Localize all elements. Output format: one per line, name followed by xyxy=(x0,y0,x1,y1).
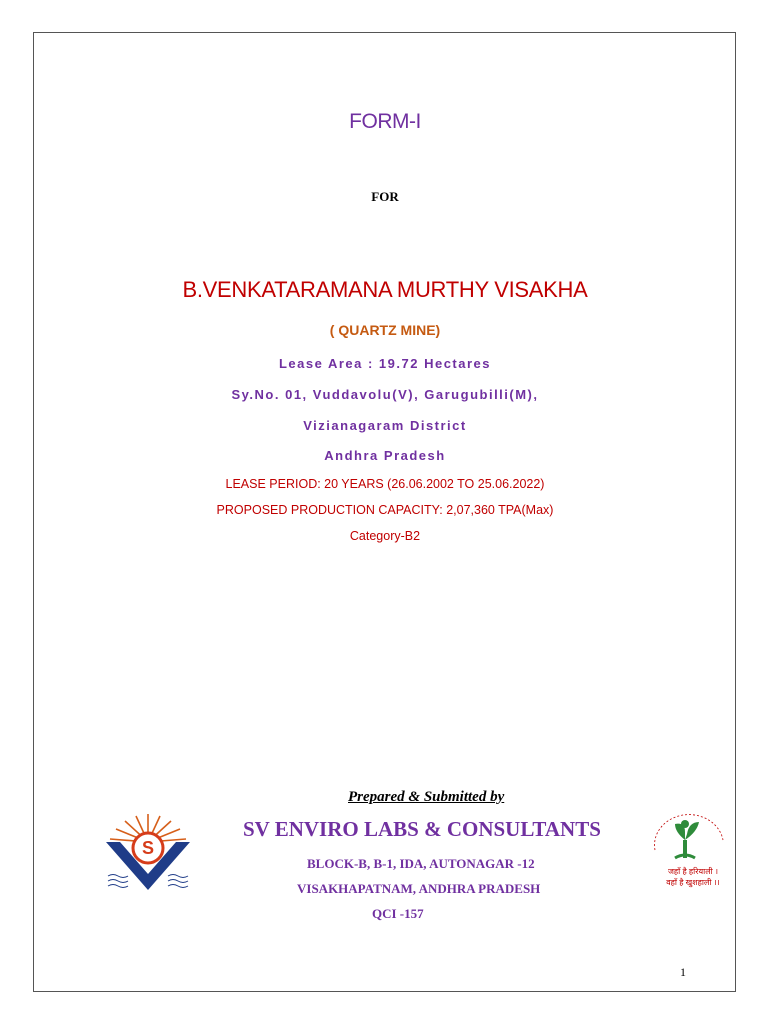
logo-tagline-1: जहाँ है हरियाली । xyxy=(667,867,718,876)
district: Vizianagaram District xyxy=(303,418,467,433)
project-title: B.VENKATARAMANA MURTHY VISAKHA xyxy=(182,277,588,302)
lease-period: LEASE PERIOD: 20 YEARS (26.06.2002 TO 25.06.2022) xyxy=(225,477,545,491)
production-capacity: PROPOSED PRODUCTION CAPACITY: 2,07,360 TPA(Max) xyxy=(216,503,554,517)
logo-tagline-2: वहाँ है खुशहाली ।। xyxy=(666,878,720,887)
mine-type: ( QUARTZ MINE) xyxy=(329,322,441,338)
category: Category-B2 xyxy=(349,529,421,543)
state: Andhra Pradesh xyxy=(324,448,446,463)
survey-number: Sy.No. 01, Vuddavolu(V), Garugubilli(M), xyxy=(231,387,539,402)
moef-tree-logo-icon xyxy=(645,810,731,890)
sv-enviro-logo-icon xyxy=(100,812,196,894)
address-line-1: BLOCK-B, B-1, IDA, AUTONAGAR -12 xyxy=(307,856,535,871)
address-line-2: VISAKHAPATNAM, ANDHRA PRADESH xyxy=(297,881,541,896)
prepared-by-label: Prepared & Submitted by xyxy=(348,789,505,805)
qci-number: QCI -157 xyxy=(372,906,424,921)
lease-area: Lease Area : 19.72 Hectares xyxy=(278,356,492,371)
for-label: FOR xyxy=(371,189,399,204)
company-name: SV ENVIRO LABS & CONSULTANTS xyxy=(243,817,601,841)
page-number: 1 xyxy=(680,965,686,979)
form-title: FORM-I xyxy=(349,110,421,133)
svg-text:S: S xyxy=(141,838,155,858)
